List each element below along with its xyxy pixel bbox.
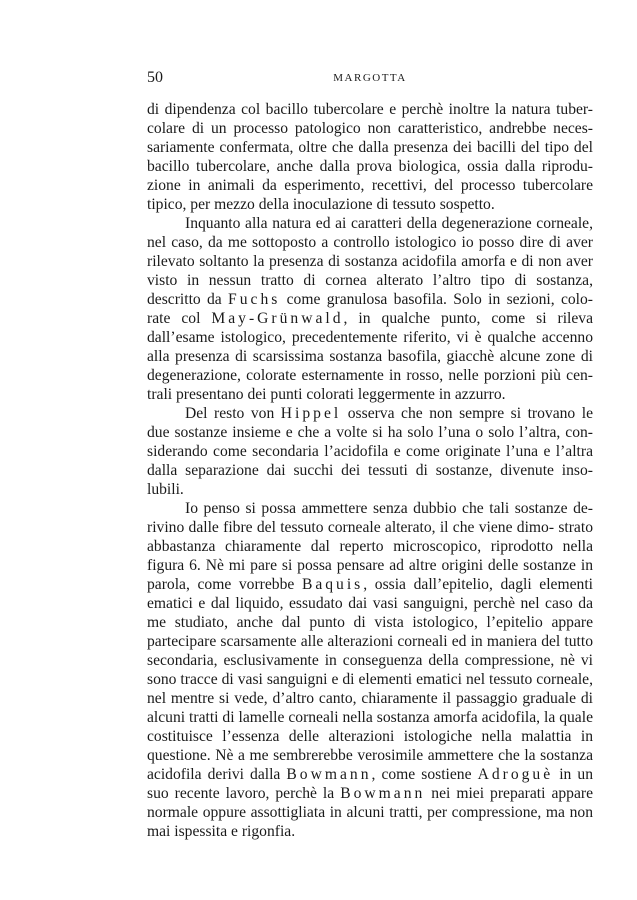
text-run: in un suo recente lavoro, perchè la [147,766,593,802]
paragraph-3 [147,404,593,499]
author-name: May-Grünwald [211,310,344,327]
paragraph-4 [147,499,593,841]
author-name: Baquis [301,576,364,593]
author-name: Adroguè [477,766,554,783]
text-run: osserva che non sempre si trovano le due sostanze insieme e che a volte si ha solo l’una o solo l’altra, con- siderando come secondaria l’acidofila e come originate l’una e l’altra dalla separazione dai succhi dei tessuti di sostanze, divenute inso- lubili. [147,405,593,498]
text-run: Io penso si possa ammettere senza dubbio che tali sostanze de- rivino dalle fibre del tessuto corneale alterato, il che viene dimo- strato abbastanza chiaramente dal reperto microscopico, riprodotto nella figura 6. Nè mi pare si possa pensare ad altre origini delle sostanze in parola, come vorrebbe [147,500,593,593]
text-run: come granulosa basofila. Solo in sezioni, colo- rate col [147,291,593,327]
text-run: Inquanto alla natura ed ai caratteri della degenerazione corneale, nel caso, da me sottoposto a controllo istologico io posso dire di aver rilevato soltanto la presenza di sostanza acidofila amorfa e di non aver visto in nessun tratto di cornea alterato l’altro tipo di sostanza, descritto da [147,215,593,308]
text-run: Del resto von [185,405,281,422]
author-name: Fuchs [228,291,281,308]
author-name: Bowmann [286,766,372,783]
author-name: Bowmann [340,785,426,802]
text-run: , in qualche punto, come si rileva dall’esame istologico, precedentemente riferito, vi è qualche accenno alla presenza di scarsissima sostanza basofila, giacchè alcune zone di degenerazione, colorate esternamente in rosso, nelle porzioni più cen- trali presentano dei punti colorati leggermente in azzurro. [147,310,594,403]
text-run: nei miei preparati appare normale oppure assottigliata in alcuni tratti, per compressione, ma non mai ispessita e rigonfia. [147,785,593,840]
body-text [147,100,593,841]
text-run: di dipendenza col bacillo tubercolare e perchè inoltre la natura tuber- colare di un processo patologico non caratteristico, andrebbe neces- sariamente confermata, oltre che dalla presenza dei bacilli del tipo del bacillo tubercolare, anche dalla prova biologica, ossia dalla riprodu- zione in animali da esperimento, recettivi, del processo tubercolare tipico, per mezzo della inoculazione di tessuto sospetto. [147,101,593,213]
author-name: Hippel [280,405,342,422]
page-number: 50 [147,69,163,86]
paragraph-2 [147,214,593,404]
paragraph-1 [147,100,593,214]
text-run: , ossia dall’epitelio, dagli elementi ematici e dal liquido, essudato dai vasi sanguigni, perchè nel caso da me studiato, anche dal punto di vista istologico, l’epitelio appare partecipare scarsamente alle alterazioni corneali ed in maniera del tutto secondaria, esclusivamente in conseguenza della compressione, nè vi sono tracce di vasi sanguigni e di elementi ematici nel tessuto corneale, nel mentre si vede, d’altro canto, chiaramente il passaggio graduale di alcuni tratti di lamelle corneali nella sostanza amorfa acidofila, la quale costituisce l’essenza delle alterazioni istologiche nella malattia in questione. Nè a me sembrerebbe verosimile ammettere che la sostanza acidofila derivi dalla [147,576,593,783]
running-head: MARGOTTA [333,72,407,84]
page-header [147,68,593,88]
text-run: , come sostiene [371,766,478,783]
